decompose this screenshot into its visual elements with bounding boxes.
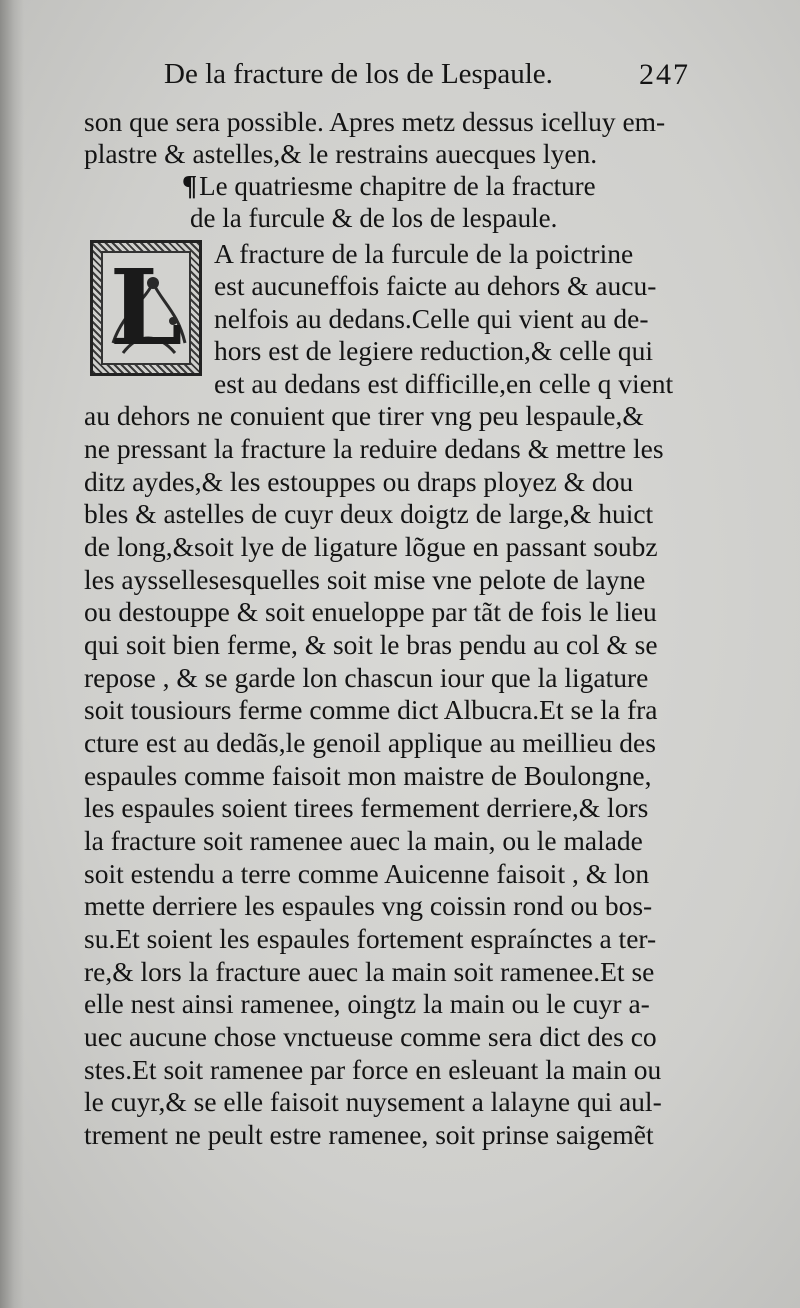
- page-number: 247: [639, 58, 690, 91]
- initial-letter: L: [109, 246, 183, 369]
- text-line: hors est de legiere reduction,& celle qui: [214, 335, 654, 366]
- page-header: [150, 58, 710, 98]
- text-line: la fracture soit ramenee auec la main, ou le malade: [84, 825, 643, 856]
- text-line: nelfois au dedans.Celle qui vient au de-: [214, 303, 649, 334]
- text-line: est au dedans est difficille,en celle q vient: [214, 368, 674, 399]
- text-line: soit estendu a terre comme Auicenne faisoit , & lon: [84, 858, 650, 889]
- text-line: au dehors ne conuient que tirer vng peu lespaule,&: [84, 400, 644, 431]
- text-line: uec aucune chose vnctueuse comme sera dict des co: [84, 1021, 657, 1052]
- pilcrow-icon: ¶: [182, 171, 198, 202]
- decorated-initial: [90, 240, 202, 376]
- text-line: est aucuneffois faicte au dehors & aucu-: [214, 270, 657, 301]
- text-line: de long,&soit lye de ligature lõgue en passant soubz: [84, 531, 658, 562]
- page-gutter-shadow: [0, 0, 24, 1308]
- text-line: soit tousiours ferme comme dict Albucra.Et se la fra: [84, 694, 658, 725]
- text-line: ditz aydes,& les estouppes ou draps ployez & dou: [84, 466, 634, 497]
- chapter-heading-line-1: ¶Le quatriesme chapitre de la fracture: [182, 171, 596, 202]
- text-line: trement ne peult estre ramenee, soit prinse saigemẽt: [84, 1119, 654, 1150]
- text-line: repose , & se garde lon chascun iour que la ligature: [84, 662, 649, 693]
- running-head: De la fracture de los de Lespaule.: [164, 58, 553, 90]
- text-line: les ayssellesesquelles soit mise vne pelote de layne: [84, 564, 646, 595]
- text-line: espaules comme faisoit mon maistre de Boulongne,: [84, 760, 652, 791]
- text-line: plastre & astelles,& le restrains auecques lyen.: [84, 138, 598, 169]
- text-line: stes.Et soit ramenee par force en esleuant la main ou: [84, 1054, 662, 1085]
- text-line: mette derriere les espaules vng coissin rond ou bos-: [84, 890, 653, 921]
- text-line: re,& lors la fracture auec la main soit ramenee.Et se: [84, 956, 655, 987]
- text-line: son que sera possible. Apres metz dessus icelluy em-: [84, 106, 666, 137]
- text-line: ou destouppe & soit enueloppe par tãt de fois le lieu: [84, 596, 657, 627]
- text-line: su.Et soient les espaules fortement espraínctes a ter-: [84, 923, 657, 954]
- text-line: bles & astelles de cuyr deux doigtz de large,& huict: [84, 498, 654, 529]
- text-line: A fracture de la furcule de la poictrine: [214, 238, 634, 269]
- text-line: le cuyr,& se elle faisoit nuysement a lalayne qui aul-: [84, 1086, 662, 1117]
- chapter-heading-line-2: de la furcule & de los de lespaule.: [190, 203, 558, 233]
- text-line: elle nest ainsi ramenee, oingtz la main ou le cuyr a-: [84, 988, 650, 1019]
- text-line: cture est au dedãs,le genoil applique au meillieu des: [84, 727, 656, 758]
- text-line: ne pressant la fracture la reduire dedans & mettre les: [84, 433, 664, 464]
- text-line: les espaules soient tirees fermement derriere,& lors: [84, 792, 649, 823]
- text-line: qui soit bien ferme, & soit le bras pendu au col & se: [84, 629, 658, 660]
